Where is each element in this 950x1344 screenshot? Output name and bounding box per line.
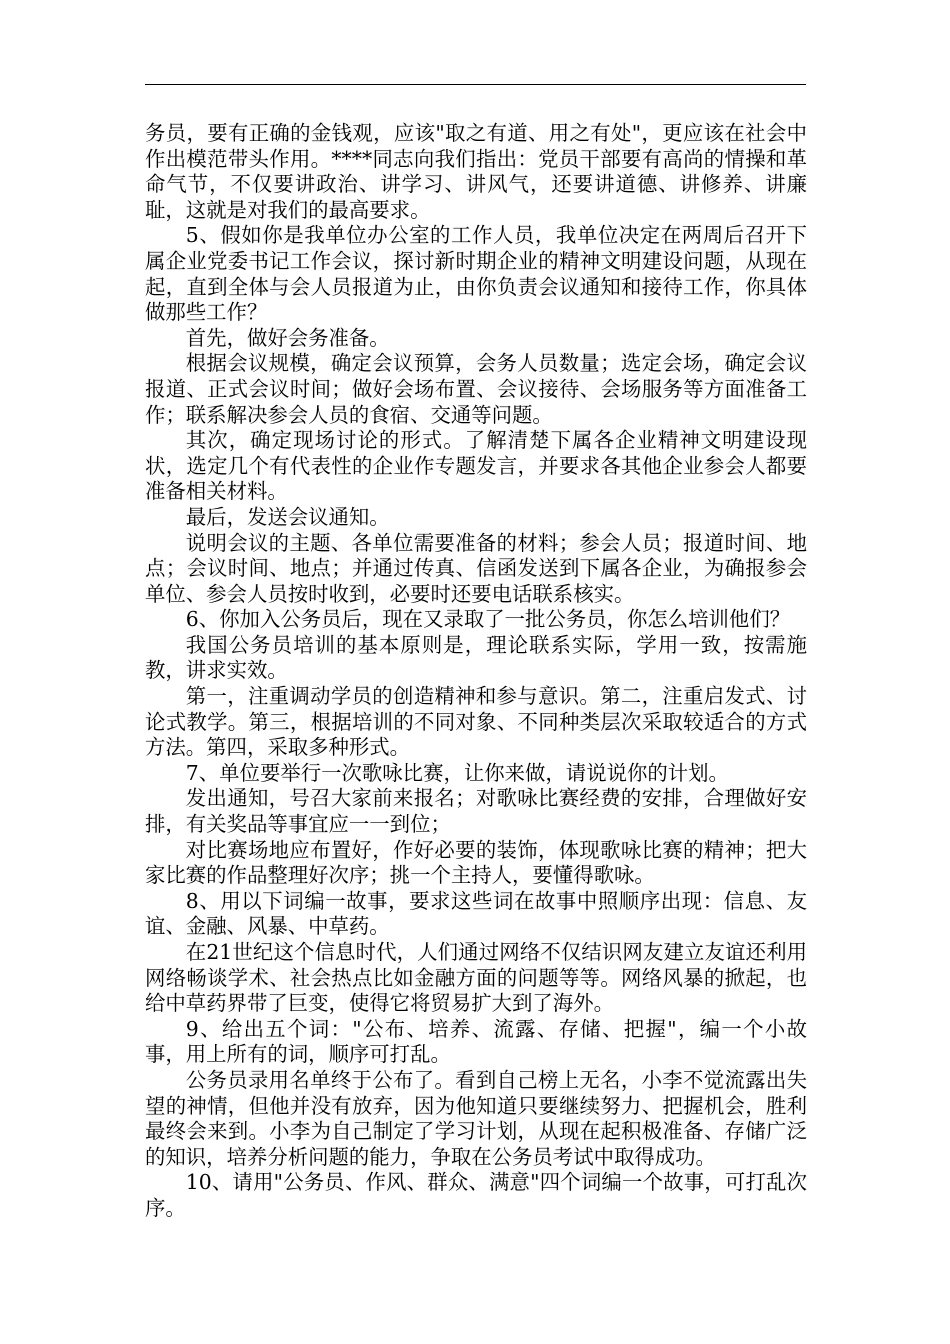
paragraph-5: 其次，确定现场讨论的形式。了解清楚下属各企业精神文明建设现状，选定几个有代表性的企业作专题发言，并要求各其他企业参会人都要准备相关材料。: [145, 428, 807, 504]
paragraph-3: 首先，做好会务准备。: [185, 325, 390, 350]
paragraph-1: 务员，要有正确的金钱观，应该"取之有道、用之有处"，更应该在社会中作出模范带头作用。****同志向我们指出：党员干部要有高尚的情操和革命气节，不仅要讲政治、讲学习、讲风气，还要讲道德、讲修养、讲廉耻，这就是对我们的最高要求。: [145, 121, 807, 222]
paragraph-9: 我国公务员培训的基本原则是，理论联系实际，学用一致，按需施教，讲求实效。: [145, 632, 807, 683]
header-rule: [145, 84, 806, 85]
paragraph-16: 9、给出五个词："公布、培养、流露、存储、把握"，编一个小故事，用上所有的词，顺序可打乱。: [145, 1016, 807, 1067]
document-body: [145, 121, 807, 1222]
paragraph-17: 公务员录用名单终于公布了。看到自己榜上无名，小李不觉流露出失望的神情，但他并没有放弃，因为他知道只要继续努力、把握机会，胜利最终会来到。小李为自己制定了学习计划，从现在起积极准备、存储广泛的知识，培养分析问题的能力，争取在公务员考试中取得成功。: [145, 1067, 807, 1169]
paragraph-2: 5、假如你是我单位办公室的工作人员，我单位决定在两周后召开下属企业党委书记工作会议，探讨新时期企业的精神文明建设问题，从现在起，直到全体与会人员报道为止，由你负责会议通知和接待工作，你具体做那些工作？: [145, 223, 807, 325]
paragraph-6: 最后，发送会议通知。: [185, 504, 390, 529]
paragraph-18: 10、请用"公务员、作风、群众、满意"四个词编一个故事，可打乱次序。: [145, 1170, 807, 1220]
paragraph-4: 根据会议规模，确定会议预算，会务人员数量；选定会场，确定会议报道、正式会议时间；做好会场布置、会议接待、会场服务等方面准备工作；联系解决参会人员的食宿、交通等问题。: [145, 351, 807, 427]
paragraph-10: 第一，注重调动学员的创造精神和参与意识。第二，注重启发式、讨论式教学。第三，根据培训的不同对象、不同种类层次采取较适合的方式方法。第四，采取多种形式。: [145, 684, 807, 760]
paragraph-7: 说明会议的主题、各单位需要准备的材料；参会人员；报道时间、地点；会议时间、地点；并通过传真、信函发送到下属各企业，为确报参会单位、参会人员按时收到，必要时还要电话联系核实。: [145, 530, 807, 606]
paragraph-14: 8、用以下词编一故事，要求这些词在故事中照顺序出现：信息、友谊、金融、风暴、中草药。: [145, 888, 807, 939]
paragraph-8: 6、你加入公务员后，现在又录取了一批公务员，你怎么培训他们？: [185, 607, 791, 632]
paragraph-13: 对比赛场地应布置好，作好必要的装饰，体现歌咏比赛的精神；把大家比赛的作品整理好次序；挑一个主持人，要懂得歌咏。: [145, 837, 807, 888]
paragraph-12: 发出通知，号召大家前来报名；对歌咏比赛经费的安排，合理做好安排，有关奖品等事宜应一一到位；: [145, 786, 807, 837]
paragraph-15: 在21世纪这个信息时代，人们通过网络不仅结识网友建立友谊还利用网络畅谈学术、社会热点比如金融方面的问题等等。网络风暴的掀起，也给中草药界带了巨变，使得它将贸易扩大到了海外。: [145, 940, 807, 1016]
paragraph-11: 7、单位要举行一次歌咏比赛，让你来做，请说说你的计划。: [185, 760, 729, 785]
